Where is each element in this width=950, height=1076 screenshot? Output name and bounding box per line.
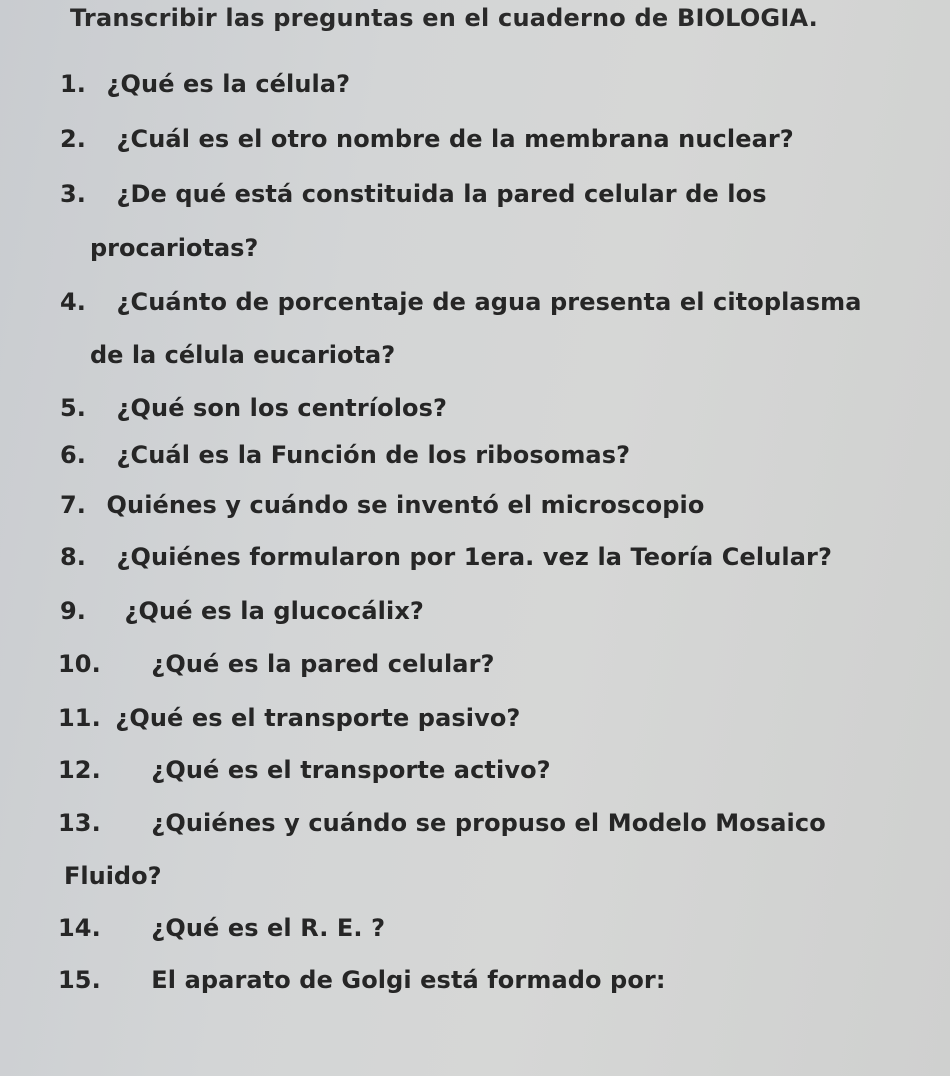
page-title: Transcribir las preguntas en el cuaderno de BIOLOGIA. <box>70 4 818 32</box>
question-number: 10. <box>58 650 101 678</box>
question-text: ¿Cuánto de porcentaje de agua presenta el citoplasma <box>116 288 862 316</box>
question-text: Quiénes y cuándo se inventó el microscopio <box>106 491 705 519</box>
question-text: ¿Qué es el transporte activo? <box>151 756 551 784</box>
question-1 <box>60 70 350 98</box>
question-number: 12. <box>58 756 101 784</box>
question-3-continuation: procariotas? <box>90 234 259 262</box>
question-4 <box>60 288 862 316</box>
question-text: ¿Quiénes y cuándo se propuso el Modelo Mosaico <box>151 809 826 837</box>
question-number: 9. <box>60 597 87 625</box>
question-text: ¿De qué está constituida la pared celular de los <box>116 180 767 208</box>
question-text: ¿Qué es el R. E. ? <box>151 914 386 942</box>
question-5 <box>60 394 447 422</box>
question-number: 6. <box>60 441 87 469</box>
question-8 <box>60 543 832 571</box>
question-15 <box>58 966 666 994</box>
question-number: 4. <box>60 288 87 316</box>
question-number: 11. <box>58 704 101 732</box>
question-number: 7. <box>60 491 87 519</box>
question-text: ¿Cuál es el otro nombre de la membrana nuclear? <box>116 125 794 153</box>
question-7 <box>60 491 704 519</box>
question-3 <box>60 180 767 208</box>
question-number: 2. <box>60 125 87 153</box>
question-number: 14. <box>58 914 101 942</box>
question-number: 8. <box>60 543 87 571</box>
question-number: 5. <box>60 394 87 422</box>
question-text: ¿Qué es la glucocálix? <box>124 597 424 625</box>
question-10 <box>58 650 495 678</box>
question-text: ¿Qué es la célula? <box>106 70 351 98</box>
question-2 <box>60 125 794 153</box>
question-text: ¿Qué es la pared celular? <box>151 650 495 678</box>
question-number: 1. <box>60 70 87 98</box>
question-text: ¿Qué es el transporte pasivo? <box>115 704 521 732</box>
question-text: ¿Qué son los centríolos? <box>116 394 448 422</box>
question-12 <box>58 756 551 784</box>
question-text: ¿Quiénes formularon por 1era. vez la Teoría Celular? <box>116 543 832 571</box>
question-6 <box>60 441 630 469</box>
question-13 <box>58 809 826 837</box>
question-14 <box>58 914 385 942</box>
question-number: 3. <box>60 180 87 208</box>
question-text: El aparato de Golgi está formado por: <box>151 966 666 994</box>
question-9 <box>60 597 424 625</box>
question-number: 13. <box>58 809 101 837</box>
question-13-continuation: Fluido? <box>64 862 162 890</box>
question-text: ¿Cuál es la Función de los ribosomas? <box>116 441 631 469</box>
question-number: 15. <box>58 966 101 994</box>
question-4-continuation: de la célula eucariota? <box>90 341 396 369</box>
question-11 <box>58 704 520 732</box>
